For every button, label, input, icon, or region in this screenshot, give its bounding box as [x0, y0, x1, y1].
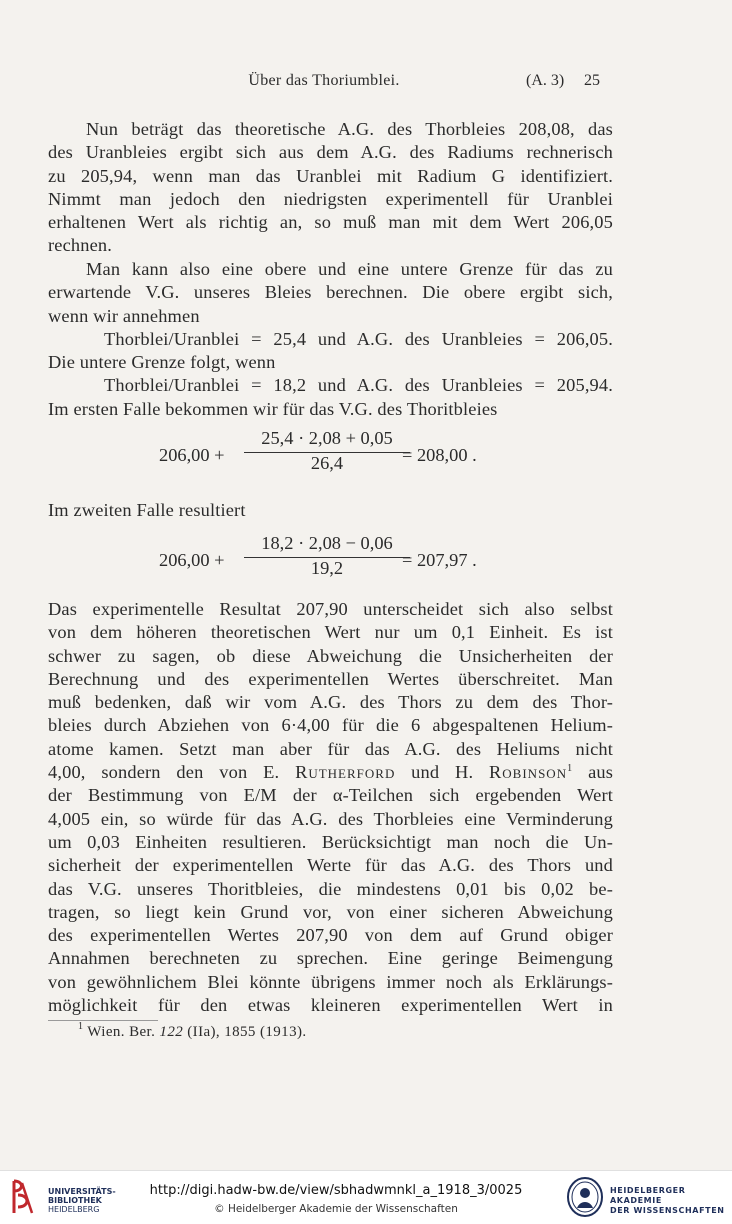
equation-1 — [48, 428, 613, 488]
case-2-intro — [48, 499, 613, 522]
footnote-text: (IIa), 1855 (1913). — [187, 1024, 307, 1040]
text-line: von dem höheren theoretischen Wert nur um 0,1 Einheit. Es ist — [48, 622, 613, 643]
paragraph-2 — [48, 258, 613, 421]
text-fragment: aus — [588, 762, 614, 783]
text-line: von gewöhnlichem Blei könnte übrigens immer noch als Erklärungs- — [48, 971, 613, 992]
text-line: Man kann also eine obere und eine untere Grenze für das zu — [86, 259, 613, 279]
footnote — [78, 1021, 307, 1041]
text-line: rechnen. — [48, 235, 112, 256]
text-line: Die untere Grenze folgt, wenn — [48, 352, 276, 373]
hadw-wordmark — [610, 1186, 732, 1216]
text-line: das V.G. unseres Thoritbleies, die mindestens 0,01 bis 0,02 be- — [48, 878, 613, 899]
ub-line: UNIVERSITÄTS- — [48, 1187, 116, 1196]
equation-lhs: 206,00 + — [159, 550, 225, 570]
ub-line: HEIDELBERG — [48, 1205, 100, 1214]
equation-denominator: 26,4 — [310, 453, 344, 473]
text-line: Annahmen berechneten zu sprechen. Eine geringe Beimengung — [48, 948, 613, 969]
text-fragment: 4,00, sondern den von E. — [48, 762, 280, 783]
text-line: um 0,03 Einheiten resultieren. Berücksichtigt man noch die Un- — [48, 831, 613, 852]
ub-heidelberg-logo[interactable] — [8, 1177, 138, 1219]
text-line: des experimentellen Wertes 207,90 von dem auf Grund obiger — [48, 925, 613, 946]
author-name: Robinson — [489, 762, 568, 783]
ub-emblem-icon — [8, 1177, 38, 1217]
text-line: erhaltenen Wert als richtig an, so muß man mit dem Wert 206,05 — [48, 212, 613, 233]
running-title: Über das Thoriumblei. — [248, 72, 400, 89]
text-line: der Bestimmung von E/M der α-Teilchen sich ergebenden Wert — [48, 785, 613, 806]
footnote-marker: 1 — [78, 1021, 84, 1032]
footnote-divider — [48, 1020, 158, 1021]
text-line: möglichkeit für den etwas kleineren experimentellen Wert in — [48, 995, 613, 1016]
text-line: wenn wir annehmen — [48, 305, 200, 326]
condition-upper: Thorblei/Uranblei = 25,4 und A.G. des Uranbleies = 206,05. — [104, 328, 613, 349]
text-line: Nimmt man jedoch den niedrigsten experimentell für Uranblei — [48, 188, 613, 209]
text-line-with-names — [48, 761, 613, 784]
equation-numerator: 18,2 · 2,08 − 0,06 — [261, 533, 393, 553]
equation-rhs: = 207,97 . — [402, 550, 477, 570]
running-header — [48, 72, 600, 96]
equation-denominator: 19,2 — [310, 558, 344, 578]
section-marker: (A. 3) — [526, 72, 565, 89]
viewer-footer — [0, 1170, 732, 1224]
ub-wordmark — [48, 1187, 116, 1214]
text-line: muß bedenken, daß wir vom A.G. des Thors zu dem des Thor- — [48, 692, 613, 713]
text-line: Im ersten Falle bekommen wir für das V.G. des Thoritbleies — [48, 398, 498, 419]
hadw-seal-icon[interactable] — [566, 1176, 604, 1218]
text-fragment: und H. — [411, 762, 474, 783]
text-line: Das experimentelle Resultat 207,90 unterscheidet sich also selbst — [48, 599, 613, 619]
text-line: tragen, so liegt kein Grund vor, von einer sicheren Abweichung — [48, 901, 613, 922]
author-name: Rutherford — [295, 762, 396, 783]
copyright-notice: © Heidelberger Akademie der Wissenschaften — [214, 1203, 458, 1215]
text-line: Berechnung und des experimentellen Wertes überschreitet. Man — [48, 668, 613, 689]
footnote-text: Wien. Ber. — [87, 1024, 156, 1040]
hadw-line: DER WISSENSCHAFTEN — [610, 1206, 725, 1215]
paragraph-3 — [48, 598, 613, 1017]
permalink-url[interactable]: http://digi.hadw-bw.de/view/sbhadwmnkl_a_1918_3/0025 — [149, 1183, 523, 1198]
text-line: zu 205,94, wenn man das Uranblei mit Radium G identifiziert. — [48, 165, 613, 186]
footnote-ref: 1 — [567, 763, 573, 775]
condition-lower: Thorblei/Uranblei = 18,2 und A.G. des Uranbleies = 205,94. — [104, 375, 613, 396]
text-line: 4,005 ein, so würde für das A.G. des Thorbleies eine Verminderung — [48, 808, 613, 829]
text-line: schwer zu sagen, ob diese Abweichung die Unsicherheiten der — [48, 645, 613, 666]
text-line: Im zweiten Falle resultiert — [48, 500, 246, 520]
text-line: erwartende V.G. unseres Bleies berechnen. Die obere ergibt sich, — [48, 282, 613, 303]
hadw-line: HEIDELBERGER AKADEMIE — [610, 1186, 686, 1205]
page-number: 25 — [584, 72, 600, 89]
equation-lhs: 206,00 + — [159, 445, 225, 465]
ub-line: BIBLIOTHEK — [48, 1196, 102, 1205]
text-line: sicherheit der experimentellen Werte für das A.G. des Thors und — [48, 855, 613, 876]
footnote-volume: 122 — [159, 1024, 184, 1040]
text-line: atome kamen. Setzt man aber für das A.G. des Heliums nicht — [48, 738, 613, 759]
text-line: Nun beträgt das theoretische A.G. des Thorbleies 208,08, das — [86, 119, 613, 139]
text-line: des Uranbleies ergibt sich aus dem A.G. des Radiums rechnerisch — [48, 142, 613, 163]
paragraph-1 — [48, 118, 613, 258]
equation-numerator: 25,4 · 2,08 + 0,05 — [261, 428, 393, 448]
equation-2 — [48, 533, 613, 593]
text-line: bleies durch Abziehen von 6·4,00 für die 6 abgespaltenen Helium- — [48, 715, 613, 736]
equation-rhs: = 208,00 . — [402, 445, 477, 465]
